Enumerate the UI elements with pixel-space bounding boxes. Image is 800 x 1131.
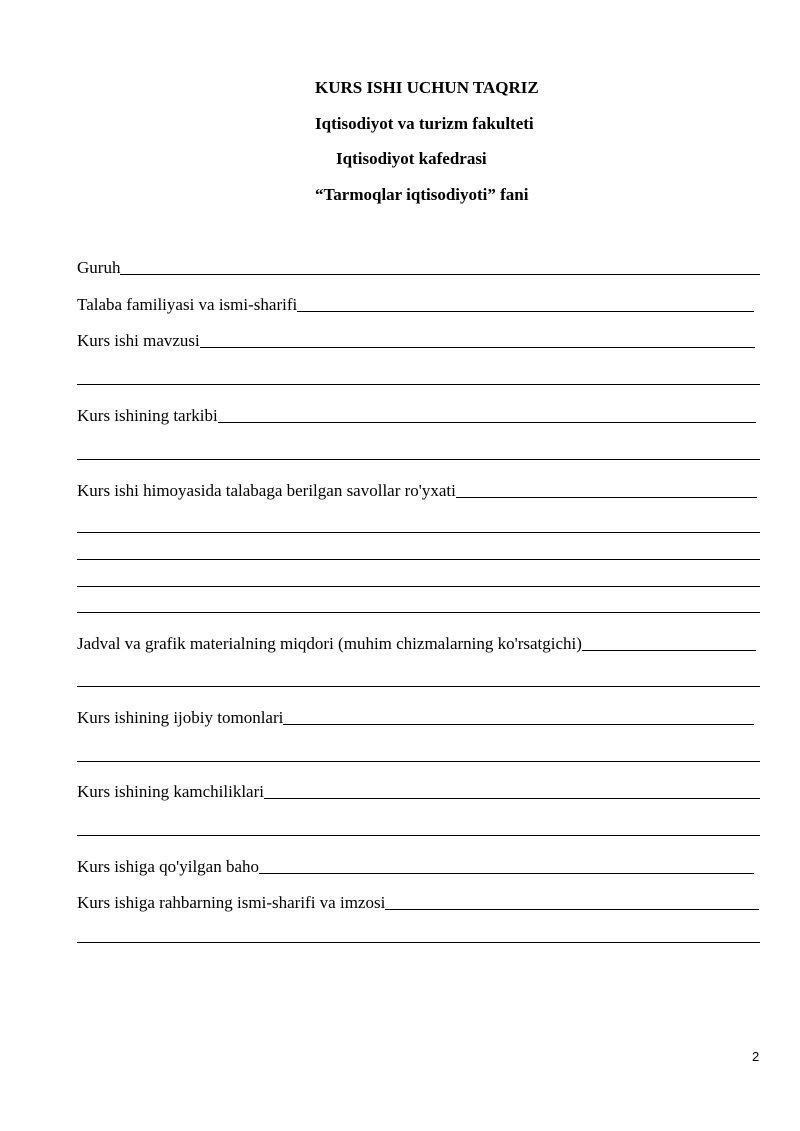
tables-graphs-label: Jadval va grafik materialning miqdori (muhim chizmalarning ko'rsatgichi) [77, 634, 582, 653]
structure-field[interactable] [77, 406, 756, 426]
grade-fill-line[interactable] [259, 873, 754, 874]
tables-graphs-fill-line[interactable] [582, 650, 756, 651]
topic-fill-line-2[interactable] [77, 384, 760, 385]
questions-fill-line[interactable] [456, 497, 757, 498]
topic-label: Kurs ishi mavzusi [77, 331, 200, 350]
group-label: Guruh [77, 258, 121, 277]
questions-label: Kurs ishi himoyasida talabaga berilgan savollar ro'yxati [77, 481, 456, 500]
shortcomings-fill-line-2[interactable] [77, 835, 760, 836]
topic-fill-line[interactable] [200, 347, 755, 348]
structure-label: Kurs ishining tarkibi [77, 406, 218, 425]
positive-aspects-field[interactable] [77, 708, 754, 728]
department-heading: Iqtisodiyot kafedrasi [336, 149, 487, 168]
questions-field[interactable] [77, 481, 757, 501]
student-name-fill-line[interactable] [297, 311, 754, 312]
structure-fill-line-2[interactable] [77, 459, 760, 460]
student-name-label: Talaba familiyasi va ismi-sharifi [77, 295, 298, 314]
supervisor-fill-line-2[interactable] [77, 942, 760, 943]
student-name-field[interactable] [77, 295, 754, 315]
subject-heading: “Tarmoqlar iqtisodiyoti” fani [315, 185, 529, 204]
faculty-heading: Iqtisodiyot va turizm fakulteti [315, 114, 534, 133]
positive-aspects-fill-line[interactable] [283, 724, 754, 725]
group-field[interactable] [77, 258, 760, 278]
grade-field[interactable] [77, 857, 754, 877]
tables-graphs-fill-line-2[interactable] [77, 686, 760, 687]
group-fill-line[interactable] [120, 274, 760, 275]
supervisor-fill-line[interactable] [385, 909, 759, 910]
questions-fill-line-4[interactable] [77, 586, 760, 587]
tables-graphs-field[interactable] [77, 634, 756, 654]
questions-fill-line-3[interactable] [77, 559, 760, 560]
questions-fill-line-5[interactable] [77, 612, 760, 613]
structure-fill-line[interactable] [218, 422, 756, 423]
topic-field[interactable] [77, 331, 755, 351]
grade-label: Kurs ishiga qo'yilgan baho [77, 857, 260, 876]
positive-aspects-label: Kurs ishining ijobiy tomonlari [77, 708, 284, 727]
positive-aspects-fill-line-2[interactable] [77, 761, 760, 762]
shortcomings-fill-line[interactable] [264, 798, 760, 799]
shortcomings-field[interactable] [77, 782, 760, 802]
supervisor-label: Kurs ishiga rahbarning ismi-sharifi va imzosi [77, 893, 386, 912]
questions-fill-line-2[interactable] [77, 532, 760, 533]
form-title: KURS ISHI UCHUN TAQRIZ [315, 78, 539, 97]
supervisor-field[interactable] [77, 893, 759, 913]
page-number: 2 [752, 1049, 760, 1064]
shortcomings-label: Kurs ishining kamchiliklari [77, 782, 264, 801]
